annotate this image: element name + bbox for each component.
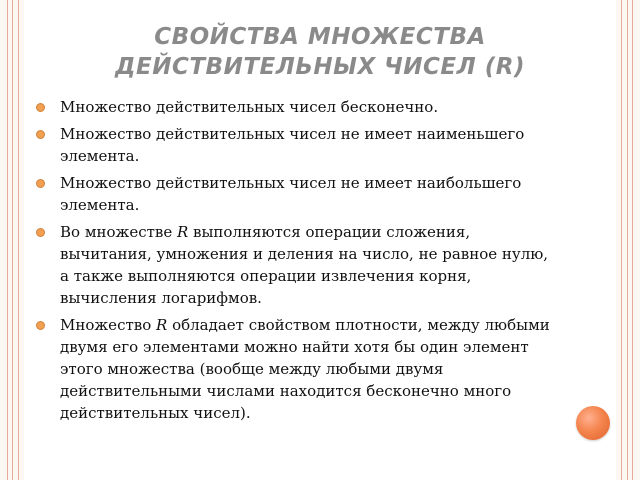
decorative-rule — [632, 0, 633, 480]
list-item — [32, 123, 560, 167]
slide — [24, 0, 616, 480]
bullet-text-after: обладает свойством плотности, между любыми двумя его элементами можно найти хотя бы один элемент этого множества (вообще между любыми двумя действительными числами находится бесконечно много действительных чисел). — [60, 316, 550, 422]
decorative-rule — [7, 0, 8, 480]
bullet-dot-icon — [36, 179, 45, 188]
bullet-list — [32, 96, 560, 429]
title-line-1: СВОЙСТВА МНОЖЕСТВА — [154, 24, 486, 50]
set-symbol: R — [176, 223, 189, 241]
decorative-rule — [12, 0, 13, 480]
bullet-text: Множество действительных чисел не имеет наибольшего элемента. — [60, 174, 522, 214]
bullet-text-before: Множество — [60, 316, 157, 334]
list-item — [32, 172, 560, 216]
bullet-dot-icon — [36, 228, 45, 237]
bullet-text: Множество действительных чисел не имеет наименьшего элемента. — [60, 125, 525, 165]
bullet-text: Множество действительных чисел бесконечно. — [60, 98, 439, 116]
slide-title — [24, 22, 616, 82]
list-item — [32, 314, 560, 424]
list-item — [32, 96, 560, 118]
bullet-dot-icon — [36, 321, 45, 330]
set-symbol: R — [156, 316, 168, 334]
orange-circle-icon — [576, 406, 610, 440]
bullet-dot-icon — [36, 130, 45, 139]
decorative-rule — [621, 0, 622, 480]
decorative-rule — [18, 0, 19, 480]
list-item — [32, 221, 560, 309]
bullet-text-before: Во множестве — [60, 223, 177, 241]
title-line-2: ДЕЙСТВИТЕЛЬНЫХ ЧИСЕЛ (R) — [115, 54, 525, 80]
bullet-text-after: выполняются операции сложения, вычитания, умножения и деления на число, не равное нулю, а также выполняются операции извлечения корня, вычисления логарифмов. — [60, 223, 549, 307]
bullet-dot-icon — [36, 103, 45, 112]
decorative-rule — [627, 0, 628, 480]
